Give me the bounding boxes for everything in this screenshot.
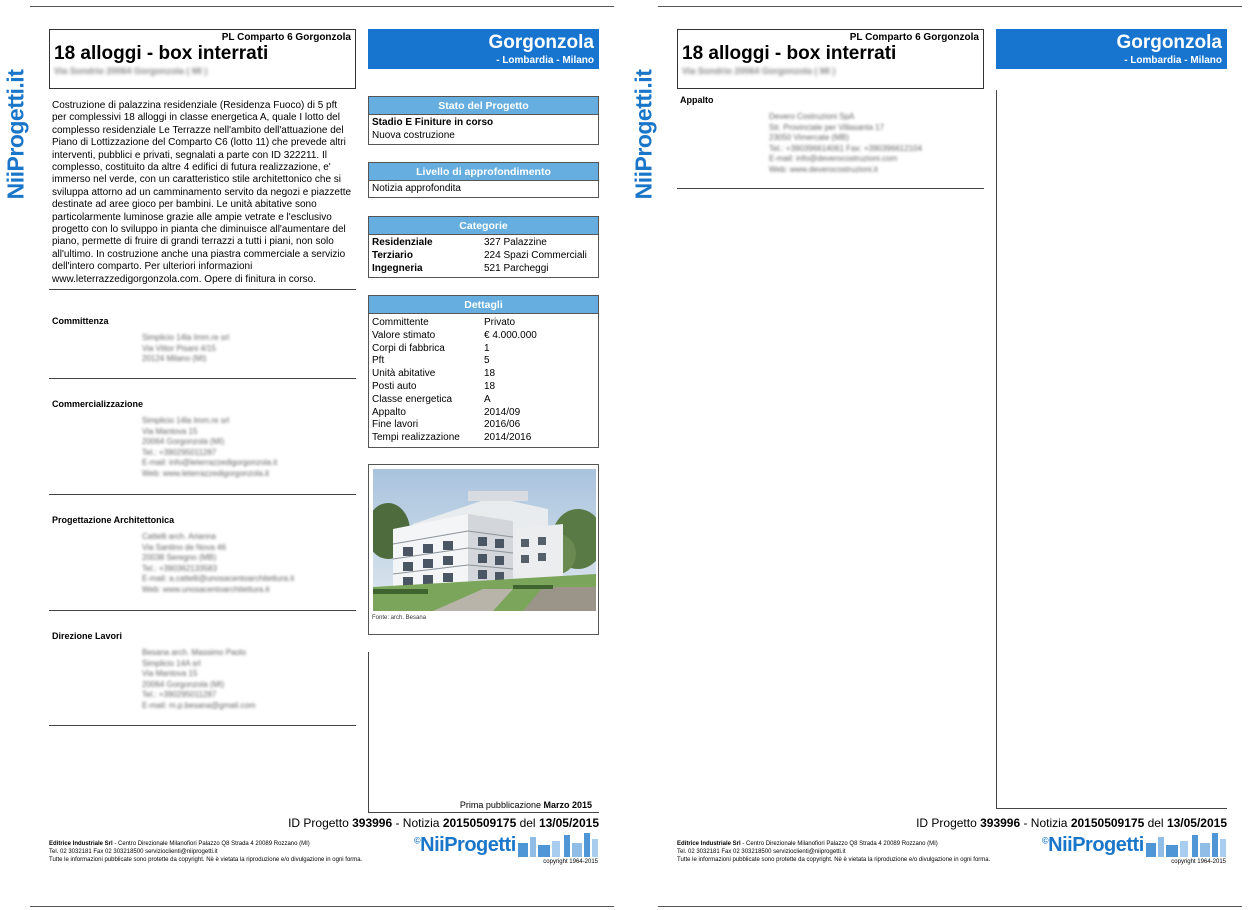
stato-progetto-head: Stato del Progetto	[369, 97, 598, 115]
categorie-head: Categorie	[369, 217, 598, 235]
project-id-line: ID Progetto 393996 - Notizia 20150509175 del 13/05/2015	[916, 816, 1227, 830]
title-box	[677, 29, 984, 89]
detail-row: Classe energetica A	[372, 393, 491, 405]
divider	[49, 289, 356, 290]
detail-row: Appalto 2014/09	[372, 406, 521, 418]
city-name: Gorgonzola	[1116, 32, 1222, 53]
section-title-committenza: Committenza	[52, 316, 109, 326]
detail-row: Committente Privato	[372, 317, 516, 328]
stato-stage: Stadio E Finiture in corso	[372, 117, 494, 128]
section-body-appalto: Devero Costruzioni SpA Str. Provinciale per Villasanta 17 23050 Vimercate (MB) Tel.: +390396614061 Fax: +390396612104 E-mail: info@deverocostruzioni.com Web: www.deverocostruzioni.it	[769, 112, 923, 174]
detail-row: Pft 5	[372, 355, 490, 367]
right-column-bottom-line	[996, 808, 1227, 809]
section-title-direzione-lavori: Direzione Lavori	[52, 631, 123, 641]
section-title-progettazione: Progettazione Architettonica	[52, 515, 175, 525]
copyright-note: copyright 1964-2015	[543, 859, 598, 865]
side-logo: NiiProgetti.it	[630, 69, 657, 199]
project-description: Costruzione di palazzina residenziale (Residenza Fuoco) di 5 pft per complessivi 18 alloggi in classe energetica A, quale I lotto del complesso residenziale Le Terrazze nell'ambito dell'attuazione del Piano di Lottizzazione del Comparto C6 (lotto 11) che prevede altri interventi, pubblici e privati, segnalati a parte con ID 322211. Il complesso, costituito da altre 4 edifici di futura realizzazione, e' immerso nel verde, con un caratteristico stile architettonico che si sviluppa attorno ad un camminamento servito da negozi e piazzette destinate ad aree gioco per bambini. Le unità abitative sono particolarmente luminose grazie alle ampie vetrate e l'esclusivo progetto con lo sviluppo in pianta che diminuisce all'aumentare del piano, permette di fruire di grandi terrazzi a tutti i piani, non solo all'ultimo. In costruzione anche una piastra commerciale a servizio dell'intero comparto. Per ulteriori informazioni www.leterrazzedigorgonzola.com. Opere di finitura in corso.	[52, 100, 352, 285]
category-row: Ingegneria 521 Parcheggi	[372, 262, 549, 274]
section-body-direzione-lavori: Besana arch. Massimo Paolo Simplicio 14A srl Via Mantova 15 20064 Gorgonzola (MI) Tel.: +390295011287 E-mail: m.p.besana@gmail.com	[142, 648, 256, 710]
copyright-note: copyright 1964-2015	[1171, 859, 1226, 865]
dettagli-head: Dettagli	[369, 296, 598, 314]
first-publication: Prima pubblicazione Marzo 2015	[459, 800, 592, 810]
skyline-icon	[518, 833, 598, 857]
section-title-commercializzazione: Commercializzazione	[52, 399, 144, 409]
detail-row: Posti auto 18	[372, 380, 496, 392]
stato-type: Nuova costruzione	[372, 129, 455, 141]
page2-bottom-rule	[658, 906, 1242, 907]
city-banner	[368, 29, 599, 69]
divider	[49, 725, 356, 726]
brand-logo: ©NiiProgetti	[1042, 834, 1144, 856]
dettagli-box	[368, 295, 599, 448]
plan-label: PL Comparto 6 Gorgonzola	[221, 32, 351, 43]
detail-row: Unità abitative 18	[372, 368, 496, 380]
footer-text: Editrice Industriale Srl - Centro Direzionale Milanofiori Palazzo Q8 Strada 4 20089 Rozzano (MI) Tel. 02 3032181 Fax 02 303218500 servizioclienti@niiprogetti.it Tutte le informazioni pubblicate sono protette da copyright. Nè è vietata la riproduzione e/o divulgazione in ogni forma.	[677, 841, 991, 863]
plan-label: PL Comparto 6 Gorgonzola	[849, 32, 979, 43]
city-banner	[996, 29, 1227, 69]
divider	[49, 610, 356, 611]
project-title: 18 alloggi - box interrati	[54, 43, 269, 64]
project-photo-box	[368, 464, 599, 635]
project-address: Via Sondrio 20064 Gorgonzola ( MI )	[682, 66, 836, 76]
livello-head: Livello di approfondimento	[369, 163, 598, 181]
city-region: - Lombardia - Milano	[1124, 55, 1222, 66]
detail-row: Corpi di fabbrica 1	[372, 342, 490, 354]
category-row: Residenziale 327 Palazzine	[372, 237, 547, 248]
detail-row: Fine lavori 2016/06	[372, 419, 521, 431]
detail-row: Valore stimato € 4.000.000	[372, 329, 537, 341]
right-column-line	[368, 652, 369, 813]
divider	[677, 188, 984, 189]
section-body-commercializzazione: Simplicio 14la Imm.re srl Via Mantova 15 20064 Gorgonzola (MI) Tel.: +390295011287 E-mail: info@leterrazzedigorgonzola.it Web: www.leterrazzedigorgonzola.it	[142, 416, 278, 478]
photo-caption: Fonte: arch. Besana	[372, 615, 427, 621]
detail-row: Tempi realizzazione 2014/2016	[372, 432, 532, 444]
livello-value: Notizia approfondita	[372, 183, 461, 194]
building-rendering-image	[373, 469, 596, 611]
brand-logo: ©NiiProgetti	[414, 834, 516, 856]
right-column-line	[996, 90, 997, 808]
skyline-icon	[1146, 833, 1226, 857]
project-address: Via Sondrio 20064 Gorgonzola ( MI )	[54, 66, 208, 76]
title-box	[49, 29, 356, 89]
footer-text: Editrice Industriale Srl - Centro Direzionale Milanofiori Palazzo Q8 Strada 4 20089 Rozzano (MI) Tel. 02 3032181 Fax 02 303218500 servizioclienti@niiprogetti.it Tutte le informazioni pubblicate sono protette da copyright. Nè è vietata la riproduzione e/o divulgazione in ogni forma.	[49, 841, 363, 863]
side-logo: NiiProgetti.it	[2, 69, 29, 199]
section-body-committenza: Simplicio 14la Imm.re srl Via Vittor Pisani 4/15 20124 Milano (MI)	[142, 333, 230, 364]
section-title-appalto: Appalto	[680, 95, 714, 105]
livello-box	[368, 162, 599, 198]
page1-bottom-rule	[30, 906, 614, 907]
project-id-line: ID Progetto 393996 - Notizia 20150509175 del 13/05/2015	[288, 816, 599, 830]
stato-progetto-box	[368, 96, 599, 145]
category-row: Terziario 224 Spazi Commerciali	[372, 249, 587, 261]
right-column-bottom-line	[368, 812, 599, 813]
city-region: - Lombardia - Milano	[496, 55, 594, 66]
city-name: Gorgonzola	[488, 32, 594, 53]
divider	[49, 494, 356, 495]
project-title: 18 alloggi - box interrati	[682, 43, 897, 64]
page2-top-rule	[658, 6, 1242, 7]
divider	[49, 378, 356, 379]
section-body-progettazione: Cattelli arch. Arianna Via Santino de Nova 46 20038 Seregno (MB) Tel.: +390362133583 E-mail: a.cattelli@unosacentoarchitettura.it Web: www.unosacentoarchitettura.it	[142, 532, 295, 594]
page1-top-rule	[30, 6, 614, 7]
categorie-box	[368, 216, 599, 278]
